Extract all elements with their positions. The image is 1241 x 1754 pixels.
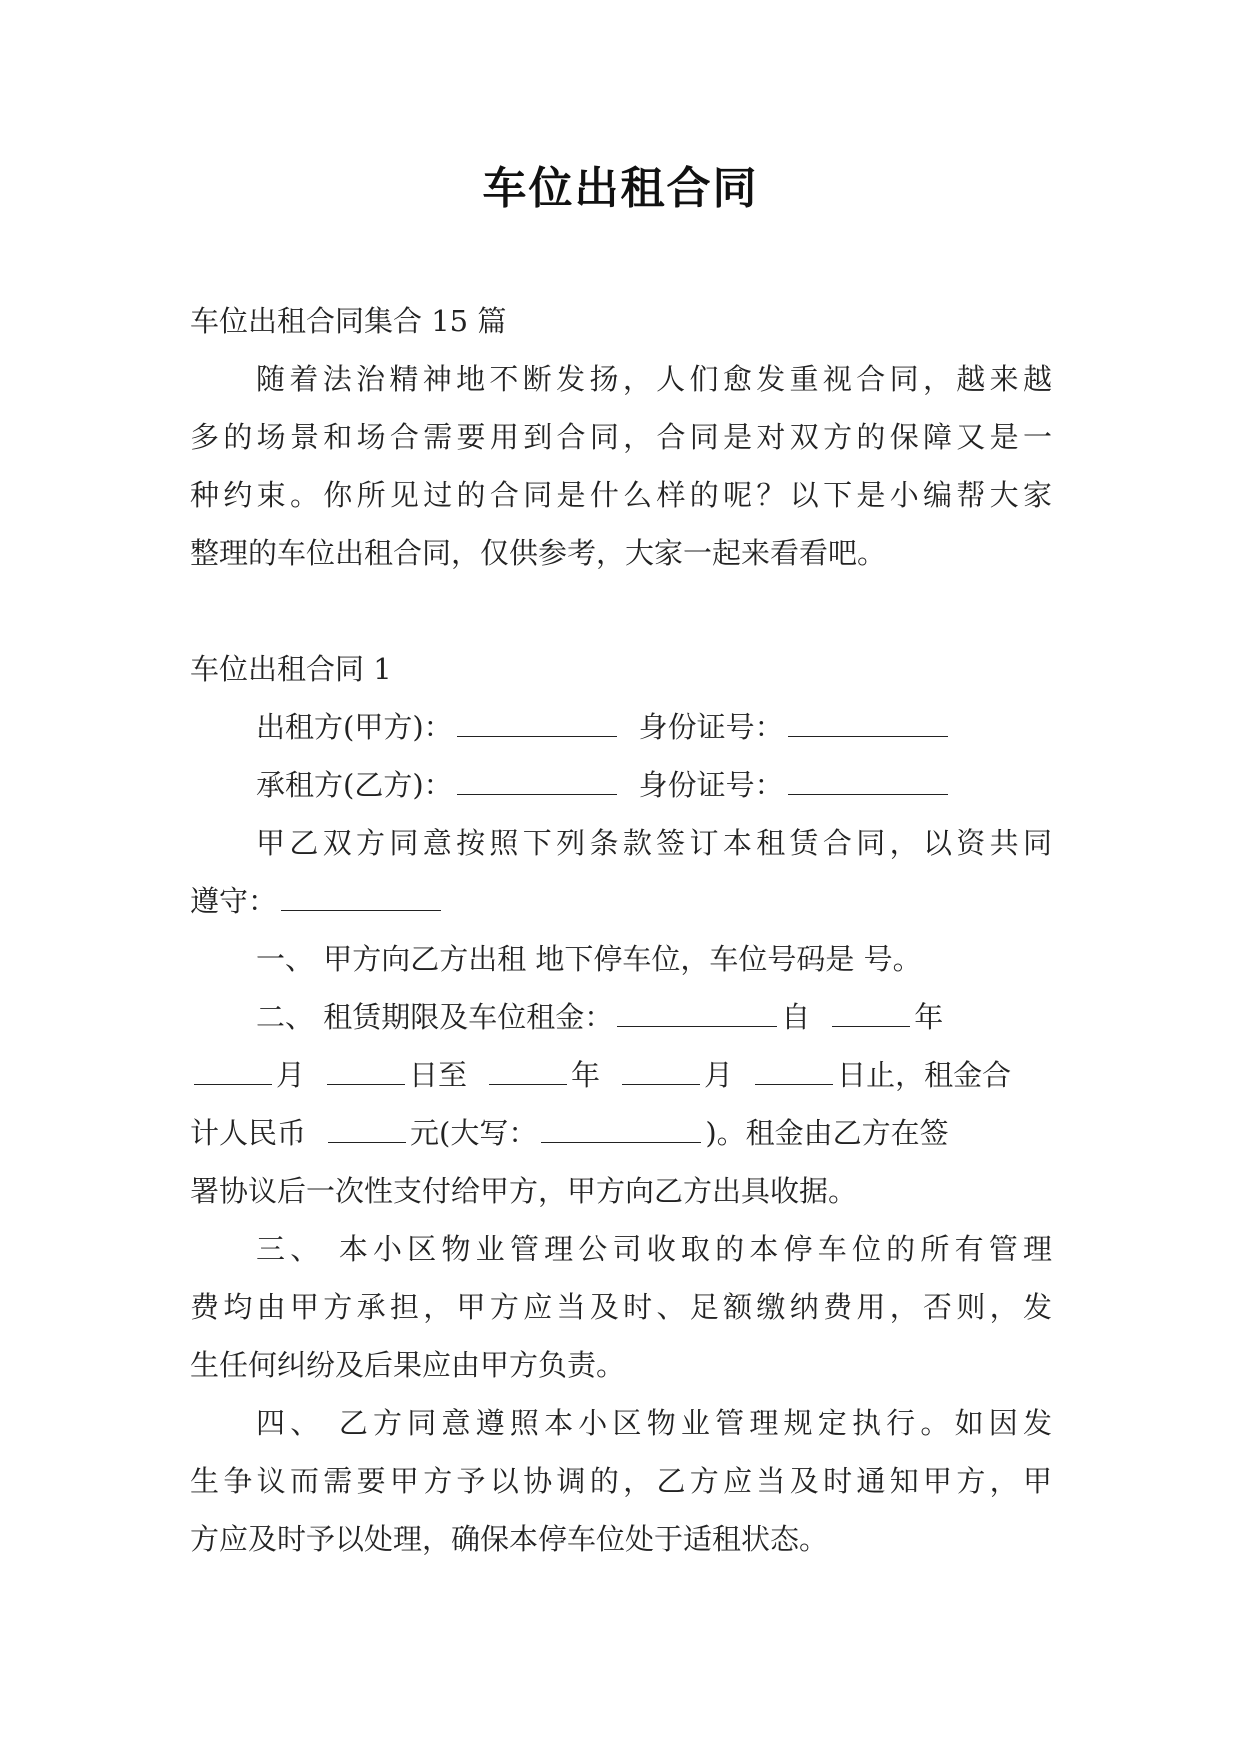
document-body xyxy=(190,292,1052,1568)
clause-4-line-2: 生争议而需要甲方予以协调的，乙方应当及时通知甲方，甲 xyxy=(190,1464,1052,1498)
clause-2-heading: 二、 租赁期限及车位租金： xyxy=(256,1000,614,1034)
lessor-row xyxy=(190,698,1052,756)
intro-line-3: 种约束。你所见过的合同是什么样的呢？以下是小编帮大家 xyxy=(190,478,1052,512)
clause-2-from: 自 xyxy=(781,1000,811,1034)
lessor-name-blank xyxy=(457,707,617,737)
section-heading: 车位出租合同 1 xyxy=(190,652,392,686)
clause-3-line-1: 三、 本小区物业管理公司收取的本停车位的所有管理 xyxy=(256,1232,1052,1266)
clause-2-year-1: 年 xyxy=(914,1000,944,1034)
intro-line-2: 多的场景和场合需要用到合同，合同是对双方的保障又是一 xyxy=(190,420,1052,454)
intro-line-4: 整理的车位出租合同，仅供参考，大家一起来看看吧。 xyxy=(190,536,887,570)
rent-amount-blank xyxy=(328,1113,406,1143)
collection-subtitle: 车位出租合同集合 15 篇 xyxy=(190,304,507,338)
lessee-label: 承租方(乙方)： xyxy=(256,768,453,802)
clause-2-year-2: 年 xyxy=(571,1058,601,1092)
end-month-blank xyxy=(622,1055,700,1085)
clause-2-line-3 xyxy=(190,1104,1052,1162)
clause-2-day-to: 日至 xyxy=(409,1058,468,1092)
agreement-blank xyxy=(281,881,441,911)
clause-2-month-2: 月 xyxy=(704,1058,734,1092)
clause-3-line-3: 生任何纠纷及后果应由甲方负责。 xyxy=(190,1348,626,1382)
start-day-blank xyxy=(327,1055,405,1085)
clause-2-line-4: 署协议后一次性支付给甲方，甲方向乙方出具收据。 xyxy=(190,1174,858,1208)
lessor-label: 出租方(甲方)： xyxy=(256,710,453,744)
clause-3-line-2: 费均由甲方承担，甲方应当及时、足额缴纳费用，否则，发 xyxy=(190,1290,1052,1324)
agreement-comply-text: 遵守： xyxy=(190,884,278,918)
document-title: 车位出租合同 xyxy=(482,163,759,214)
clause-2-line-2 xyxy=(190,1046,1052,1104)
clause-2-line-1 xyxy=(190,988,1052,1046)
paragraph-gap xyxy=(190,582,1052,640)
clause-2-yuan: 元(大写： xyxy=(410,1116,538,1150)
clause-2-month-1: 月 xyxy=(276,1058,306,1092)
clause-2-close: )。租金由乙方在签 xyxy=(705,1116,949,1150)
start-month-blank xyxy=(194,1055,272,1085)
rent-amount-words-blank xyxy=(541,1113,701,1143)
clause-2-rmb: 计人民币 xyxy=(190,1116,307,1150)
lessor-id-blank xyxy=(788,707,948,737)
end-year-blank xyxy=(489,1055,567,1085)
clause-2-day-end: 日止，租金合 xyxy=(837,1058,1012,1092)
rent-term-blank xyxy=(617,997,777,1027)
intro-line-1: 随着法治精神地不断发扬，人们愈发重视合同，越来越 xyxy=(256,362,1052,396)
clause-1: 一、 甲方向乙方出租 地下停车位，车位号码是 号。 xyxy=(256,942,922,976)
end-day-blank xyxy=(755,1055,833,1085)
clause-4-line-3: 方应及时予以处理，确保本停车位处于适租状态。 xyxy=(190,1522,829,1556)
lessee-id-label: 身份证号： xyxy=(638,768,784,802)
lessor-id-label: 身份证号： xyxy=(638,710,784,744)
clause-4-line-1: 四、 乙方同意遵照本小区物业管理规定执行。如因发 xyxy=(256,1406,1052,1440)
agreement-line-1: 甲乙双方同意按照下列条款签订本租赁合同，以资共同 xyxy=(256,826,1052,860)
lessee-id-blank xyxy=(788,765,948,795)
lessee-row xyxy=(190,756,1052,814)
agreement-line-2 xyxy=(190,872,1052,930)
lessee-name-blank xyxy=(457,765,617,795)
start-year-blank xyxy=(832,997,910,1027)
